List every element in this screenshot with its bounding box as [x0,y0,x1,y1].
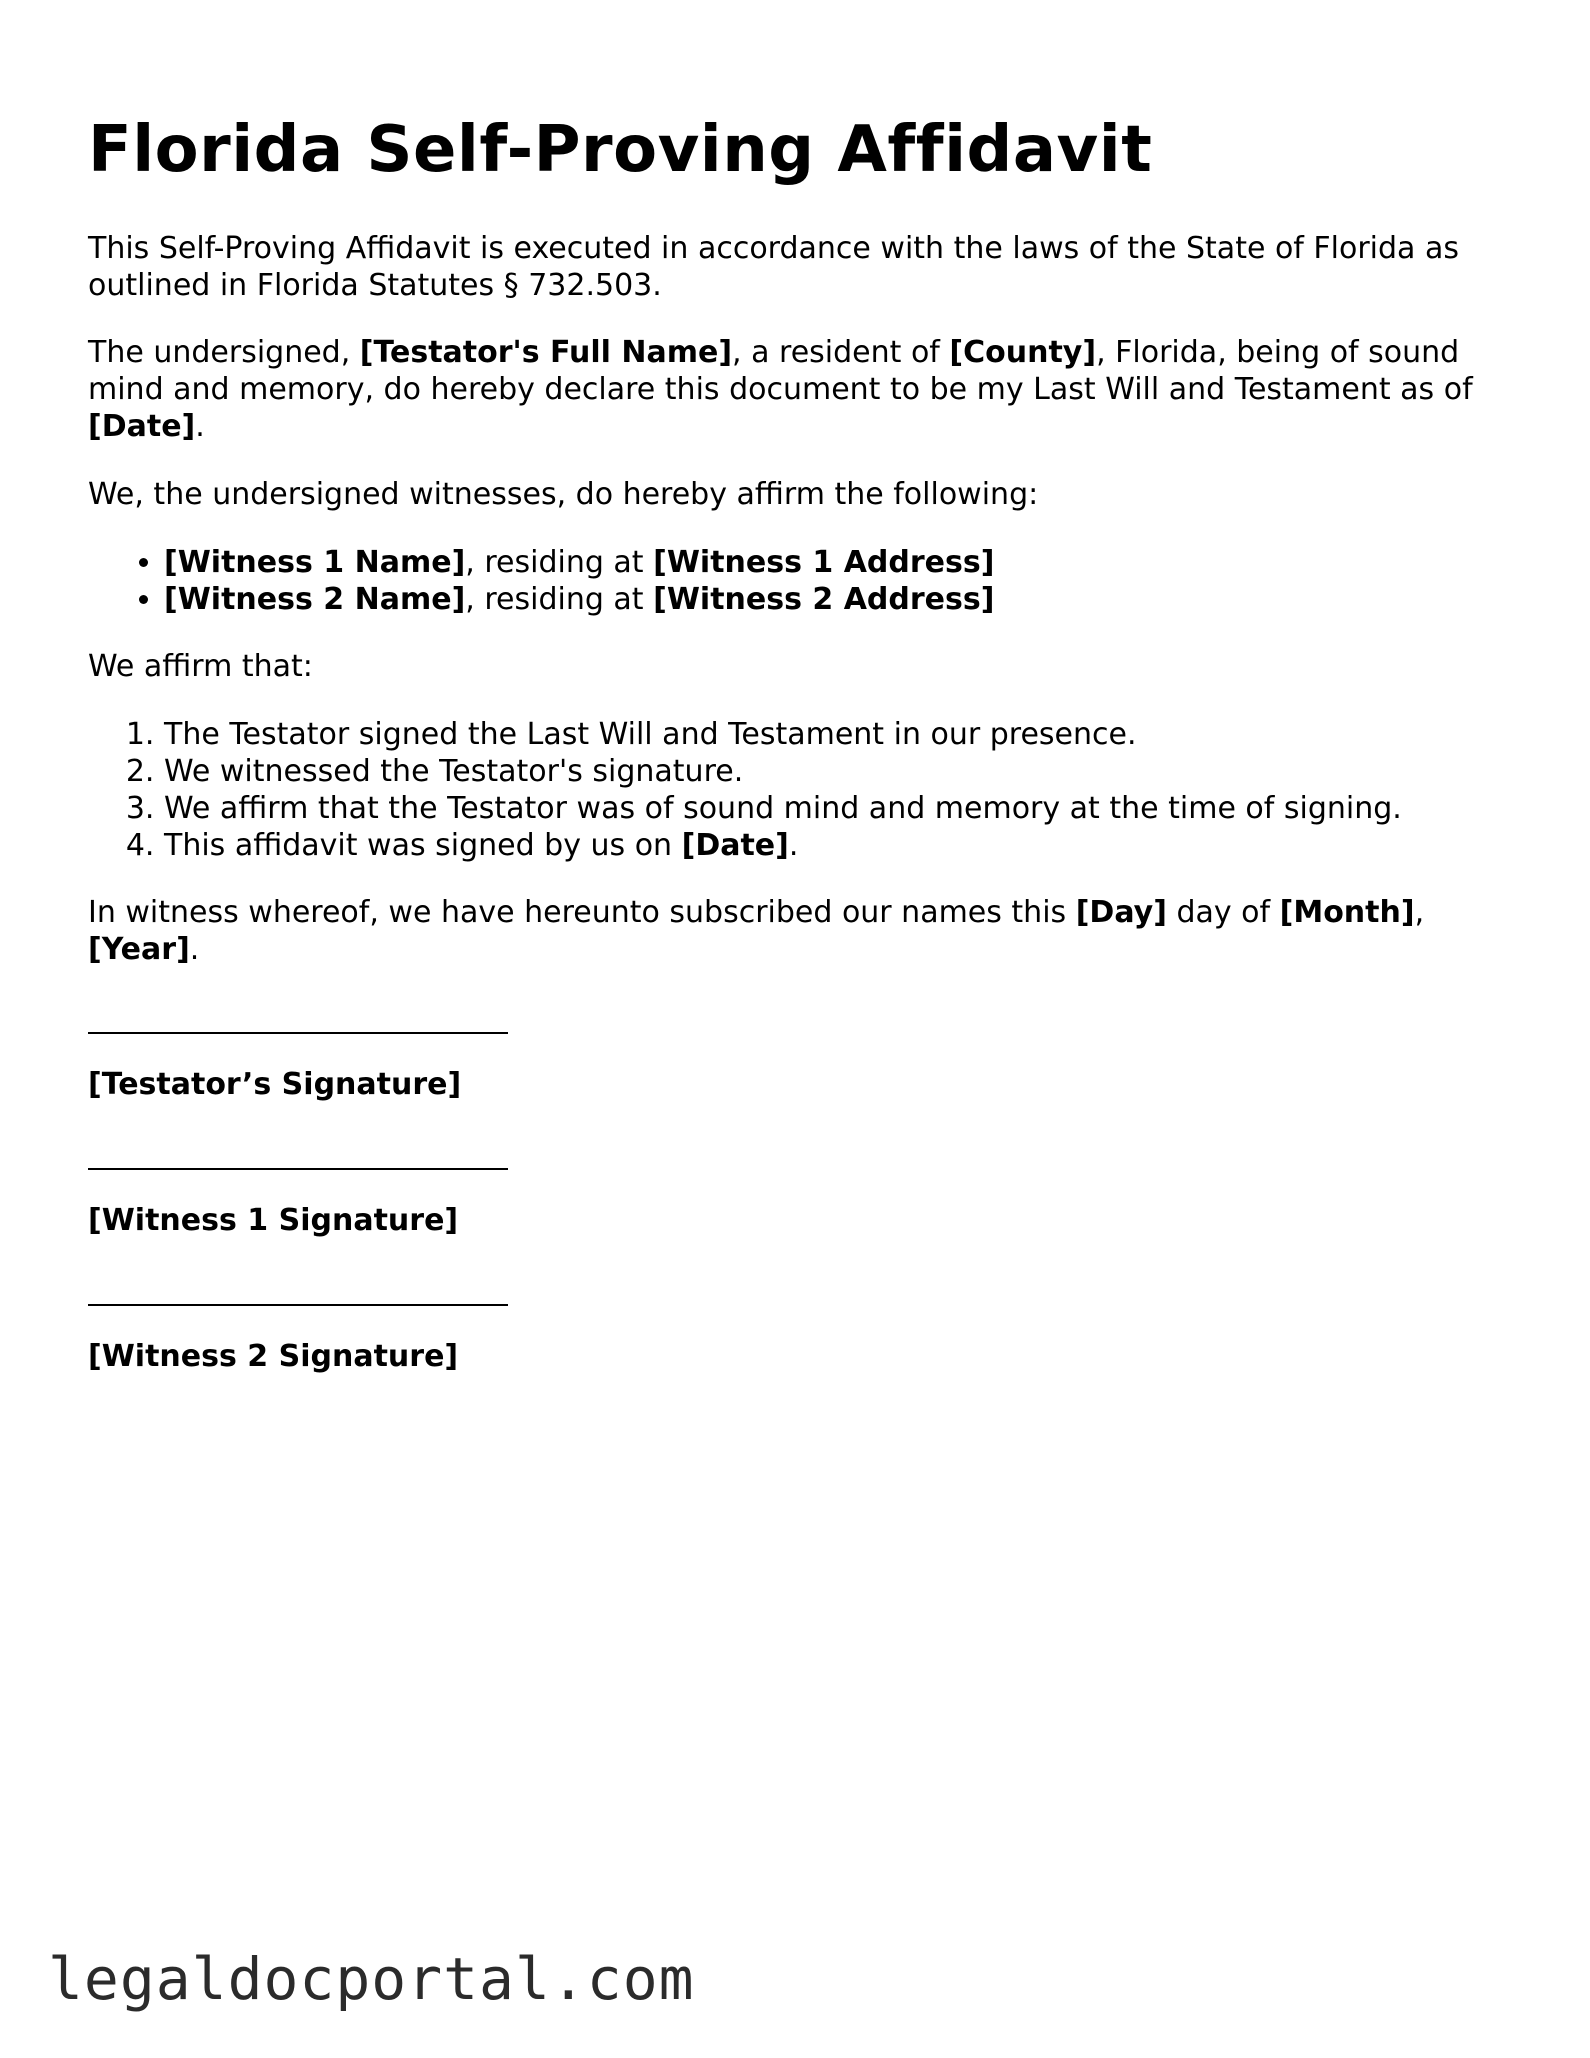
county-placeholder: [County] [949,335,1097,370]
testator-signature-line[interactable] [88,1032,508,1034]
list-item [164,544,1504,581]
declaration-paragraph [88,334,1508,445]
testator-signature-label: [Testator’s Signature] [88,1067,462,1102]
residing-text: , residing at [465,545,654,580]
whereof-text: day of [1166,895,1280,930]
declaration-text: . [195,409,205,444]
affirmation-list [88,716,1504,864]
witness-1-signature-line[interactable] [88,1168,508,1170]
affirmation-text: This affidavit was signed by us on [164,828,682,863]
month-placeholder: [Month] [1279,895,1415,930]
witness-address-placeholder: [Witness 1 Address] [653,545,995,580]
witness-address-placeholder: [Witness 2 Address] [653,582,995,617]
affirm-intro: We affirm that: [88,649,313,684]
testator-name-placeholder: [Testator's Full Name] [359,335,733,370]
witness-name-placeholder: [Witness 2 Name] [164,582,466,617]
declaration-text: , Florida, being of sound mind and memory, do hereby declare this document to be my Last Will and Testament as of [88,335,1473,407]
whereof-paragraph [88,894,1508,968]
list-item: 3. We affirm that the Testator was of sound mind and memory at the time of signing. [164,790,1504,827]
day-placeholder: [Day] [1075,895,1167,930]
list-item [164,827,1504,864]
witness-name-placeholder: [Witness 1 Name] [164,545,466,580]
witness-2-signature-label: [Witness 2 Signature] [88,1339,459,1374]
witness-2-signature-line[interactable] [88,1304,508,1306]
declaration-text: , a resident of [732,335,950,370]
date-placeholder: [Date] [681,828,789,863]
list-item: 2. We witnessed the Testator's signature. [164,753,1504,790]
residing-text: , residing at [465,582,654,617]
whereof-text: . [189,932,200,967]
list-item [164,581,1504,618]
intro-paragraph: This Self-Proving Affidavit is executed in accordance with the laws of the State of Florida as outlined in Florida Statutes § 732.503. [88,231,1459,303]
witness-1-signature-label: [Witness 1 Signature] [88,1203,459,1238]
date-placeholder: [Date] [88,409,196,444]
whereof-text: In witness whereof, we have hereunto subscribed our names this [88,895,1076,930]
footer-brand: legaldocportal.com [48,1945,695,2013]
list-item: 1. The Testator signed the Last Will and Testament in our presence. [164,716,1504,753]
document-title: Florida Self-Proving Affidavit [88,113,1153,187]
declaration-text: The undersigned, [88,335,360,370]
witness-list [88,544,1504,618]
year-placeholder: [Year] [88,932,190,967]
witness-intro: We, the undersigned witnesses, do hereby affirm the following: [88,477,1039,512]
affirmation-text: . [788,828,799,863]
whereof-text: , [1414,895,1425,930]
